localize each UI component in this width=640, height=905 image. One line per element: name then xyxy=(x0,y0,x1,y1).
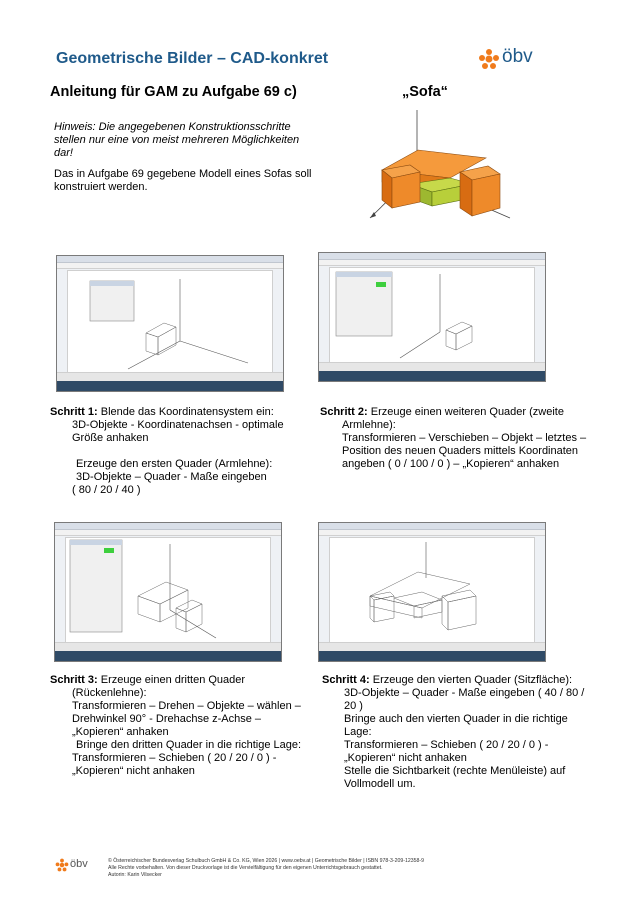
step-line: Blende das Koordinatensystem ein: xyxy=(100,406,274,418)
obv-star-icon xyxy=(55,858,69,872)
step-line: „Kopieren“ nicht anhaken xyxy=(72,765,195,777)
cad-drawing xyxy=(66,538,270,642)
status-bar xyxy=(319,642,545,651)
step-4 xyxy=(322,674,612,791)
step-line: Drehwinkel 90° - Drehachse z-Achse – xyxy=(72,713,262,725)
hint-line: dar! xyxy=(54,147,73,159)
drawing-canvas xyxy=(329,267,535,363)
header-title: Geometrische Bilder – CAD-konkret xyxy=(56,50,329,67)
hint-text xyxy=(54,121,299,160)
screenshot-step-3 xyxy=(54,522,282,662)
taskbar xyxy=(55,651,281,661)
hint-line: stellen nur eine von meist mehreren Möglichkeiten xyxy=(54,134,300,146)
window-menubar xyxy=(319,530,545,536)
window-titlebar xyxy=(319,523,545,530)
step-label: Schritt 3: xyxy=(50,674,98,686)
footer-text xyxy=(108,858,424,879)
step-line: 3D-Objekte – Quader - Maße eingeben xyxy=(76,471,267,483)
step-line: Transformieren – Schieben ( 20 / 20 / 0 ) - xyxy=(72,752,277,764)
step-label: Schritt 1: xyxy=(50,406,98,418)
step-line: Transformieren – Drehen – Objekte – wählen – xyxy=(72,700,301,712)
step-line: 3D-Objekte - Koordinatenachsen - optimale xyxy=(72,419,284,431)
step-line: Transformieren – Schieben ( 20 / 20 / 0 ) - xyxy=(344,739,549,751)
step-line: „Kopieren“ nicht anhaken xyxy=(344,752,467,764)
page-subtitle: Anleitung für GAM zu Aufgabe 69 c) xyxy=(50,84,297,100)
step-line: Lage: xyxy=(344,726,372,738)
brand-logo xyxy=(478,46,548,72)
status-bar xyxy=(57,372,283,381)
obv-star-icon xyxy=(478,48,500,70)
window-titlebar xyxy=(55,523,281,530)
step-line: Erzeuge einen dritten Quader xyxy=(100,674,246,686)
step-line: Stelle die Sichtbarkeit (rechte Menüleiste) auf xyxy=(344,765,566,777)
intro-text xyxy=(54,168,311,194)
step-line: Bringe auch den vierten Quader in die richtige xyxy=(344,713,568,725)
footer-line: © Österreichischer Bundesverlag Schulbuch GmbH & Co. KG, Wien 2026 | www.oebv.at | Geometrische Bilder | ISBN 978-3-209-12358-9 xyxy=(108,858,424,864)
screenshot-step-4 xyxy=(318,522,546,662)
drawing-canvas xyxy=(65,537,271,643)
step-line: Bringe den dritten Quader in die richtige Lage: xyxy=(76,739,302,751)
footer-line: Alle Rechte vorbehalten. Von dieser Druckvorlage ist die Vervielfältigung für den eigenen Unterrichtsgebrauch gestattet. xyxy=(108,865,383,871)
drawing-canvas xyxy=(67,270,273,373)
step-line: „Kopieren“ anhaken xyxy=(72,726,169,738)
step-line: Vollmodell um. xyxy=(344,778,416,790)
taskbar xyxy=(319,651,545,661)
step-line: 20 ) xyxy=(344,700,363,712)
step-1 xyxy=(50,406,320,497)
screenshot-step-2 xyxy=(318,252,546,382)
step-3 xyxy=(50,674,320,778)
step-2 xyxy=(320,406,620,471)
step-line: Transformieren – Verschieben – Objekt – letztes – xyxy=(342,432,587,444)
window-titlebar xyxy=(319,253,545,260)
footer-brand: öbv xyxy=(70,858,88,870)
step-line: ( 80 / 20 / 40 ) xyxy=(72,484,141,496)
cad-drawing xyxy=(68,271,272,372)
cad-drawing xyxy=(330,268,534,362)
cad-drawing xyxy=(330,538,534,642)
footer-line: Autorin: Karin Vilsecker xyxy=(108,872,162,878)
window-menubar xyxy=(319,260,545,266)
window-menubar xyxy=(55,530,281,536)
step-line: Erzeuge den vierten Quader (Sitzfläche): xyxy=(372,674,573,686)
window-titlebar xyxy=(57,256,283,263)
intro-line: Das in Aufgabe 69 gegebene Modell eines Sofas soll xyxy=(54,168,312,180)
sofa-illustration xyxy=(360,110,520,230)
window-menubar xyxy=(57,263,283,269)
taskbar xyxy=(319,371,545,381)
screenshot-step-1 xyxy=(56,255,284,392)
intro-line: konstruiert werden. xyxy=(54,181,148,193)
status-bar xyxy=(55,642,281,651)
taskbar xyxy=(57,381,283,391)
footer-logo xyxy=(55,858,95,874)
step-line: (Rückenlehne): xyxy=(72,687,147,699)
step-line: Erzeuge den ersten Quader (Armlehne): xyxy=(76,458,273,470)
step-line: Größe anhaken xyxy=(72,432,149,444)
step-label: Schritt 2: xyxy=(320,406,368,418)
drawing-canvas xyxy=(329,537,535,643)
step-line: Position des neuen Quaders mittels Koordinaten xyxy=(342,445,579,457)
hint-line: Hinweis: Die angegebenen Konstruktionsschritte xyxy=(54,121,291,133)
brand-text: öbv xyxy=(502,46,533,67)
step-line: Erzeuge einen weiteren Quader (zweite xyxy=(370,406,564,418)
figure-title: „Sofa“ xyxy=(402,84,448,100)
step-label: Schritt 4: xyxy=(322,674,370,686)
step-line: angeben ( 0 / 100 / 0 ) – „Kopieren“ anhaken xyxy=(342,458,560,470)
status-bar xyxy=(319,362,545,371)
step-spacer xyxy=(50,445,320,458)
step-line: Armlehne): xyxy=(342,419,396,431)
step-line: 3D-Objekte – Quader - Maße eingeben ( 40 / 80 / xyxy=(344,687,585,699)
